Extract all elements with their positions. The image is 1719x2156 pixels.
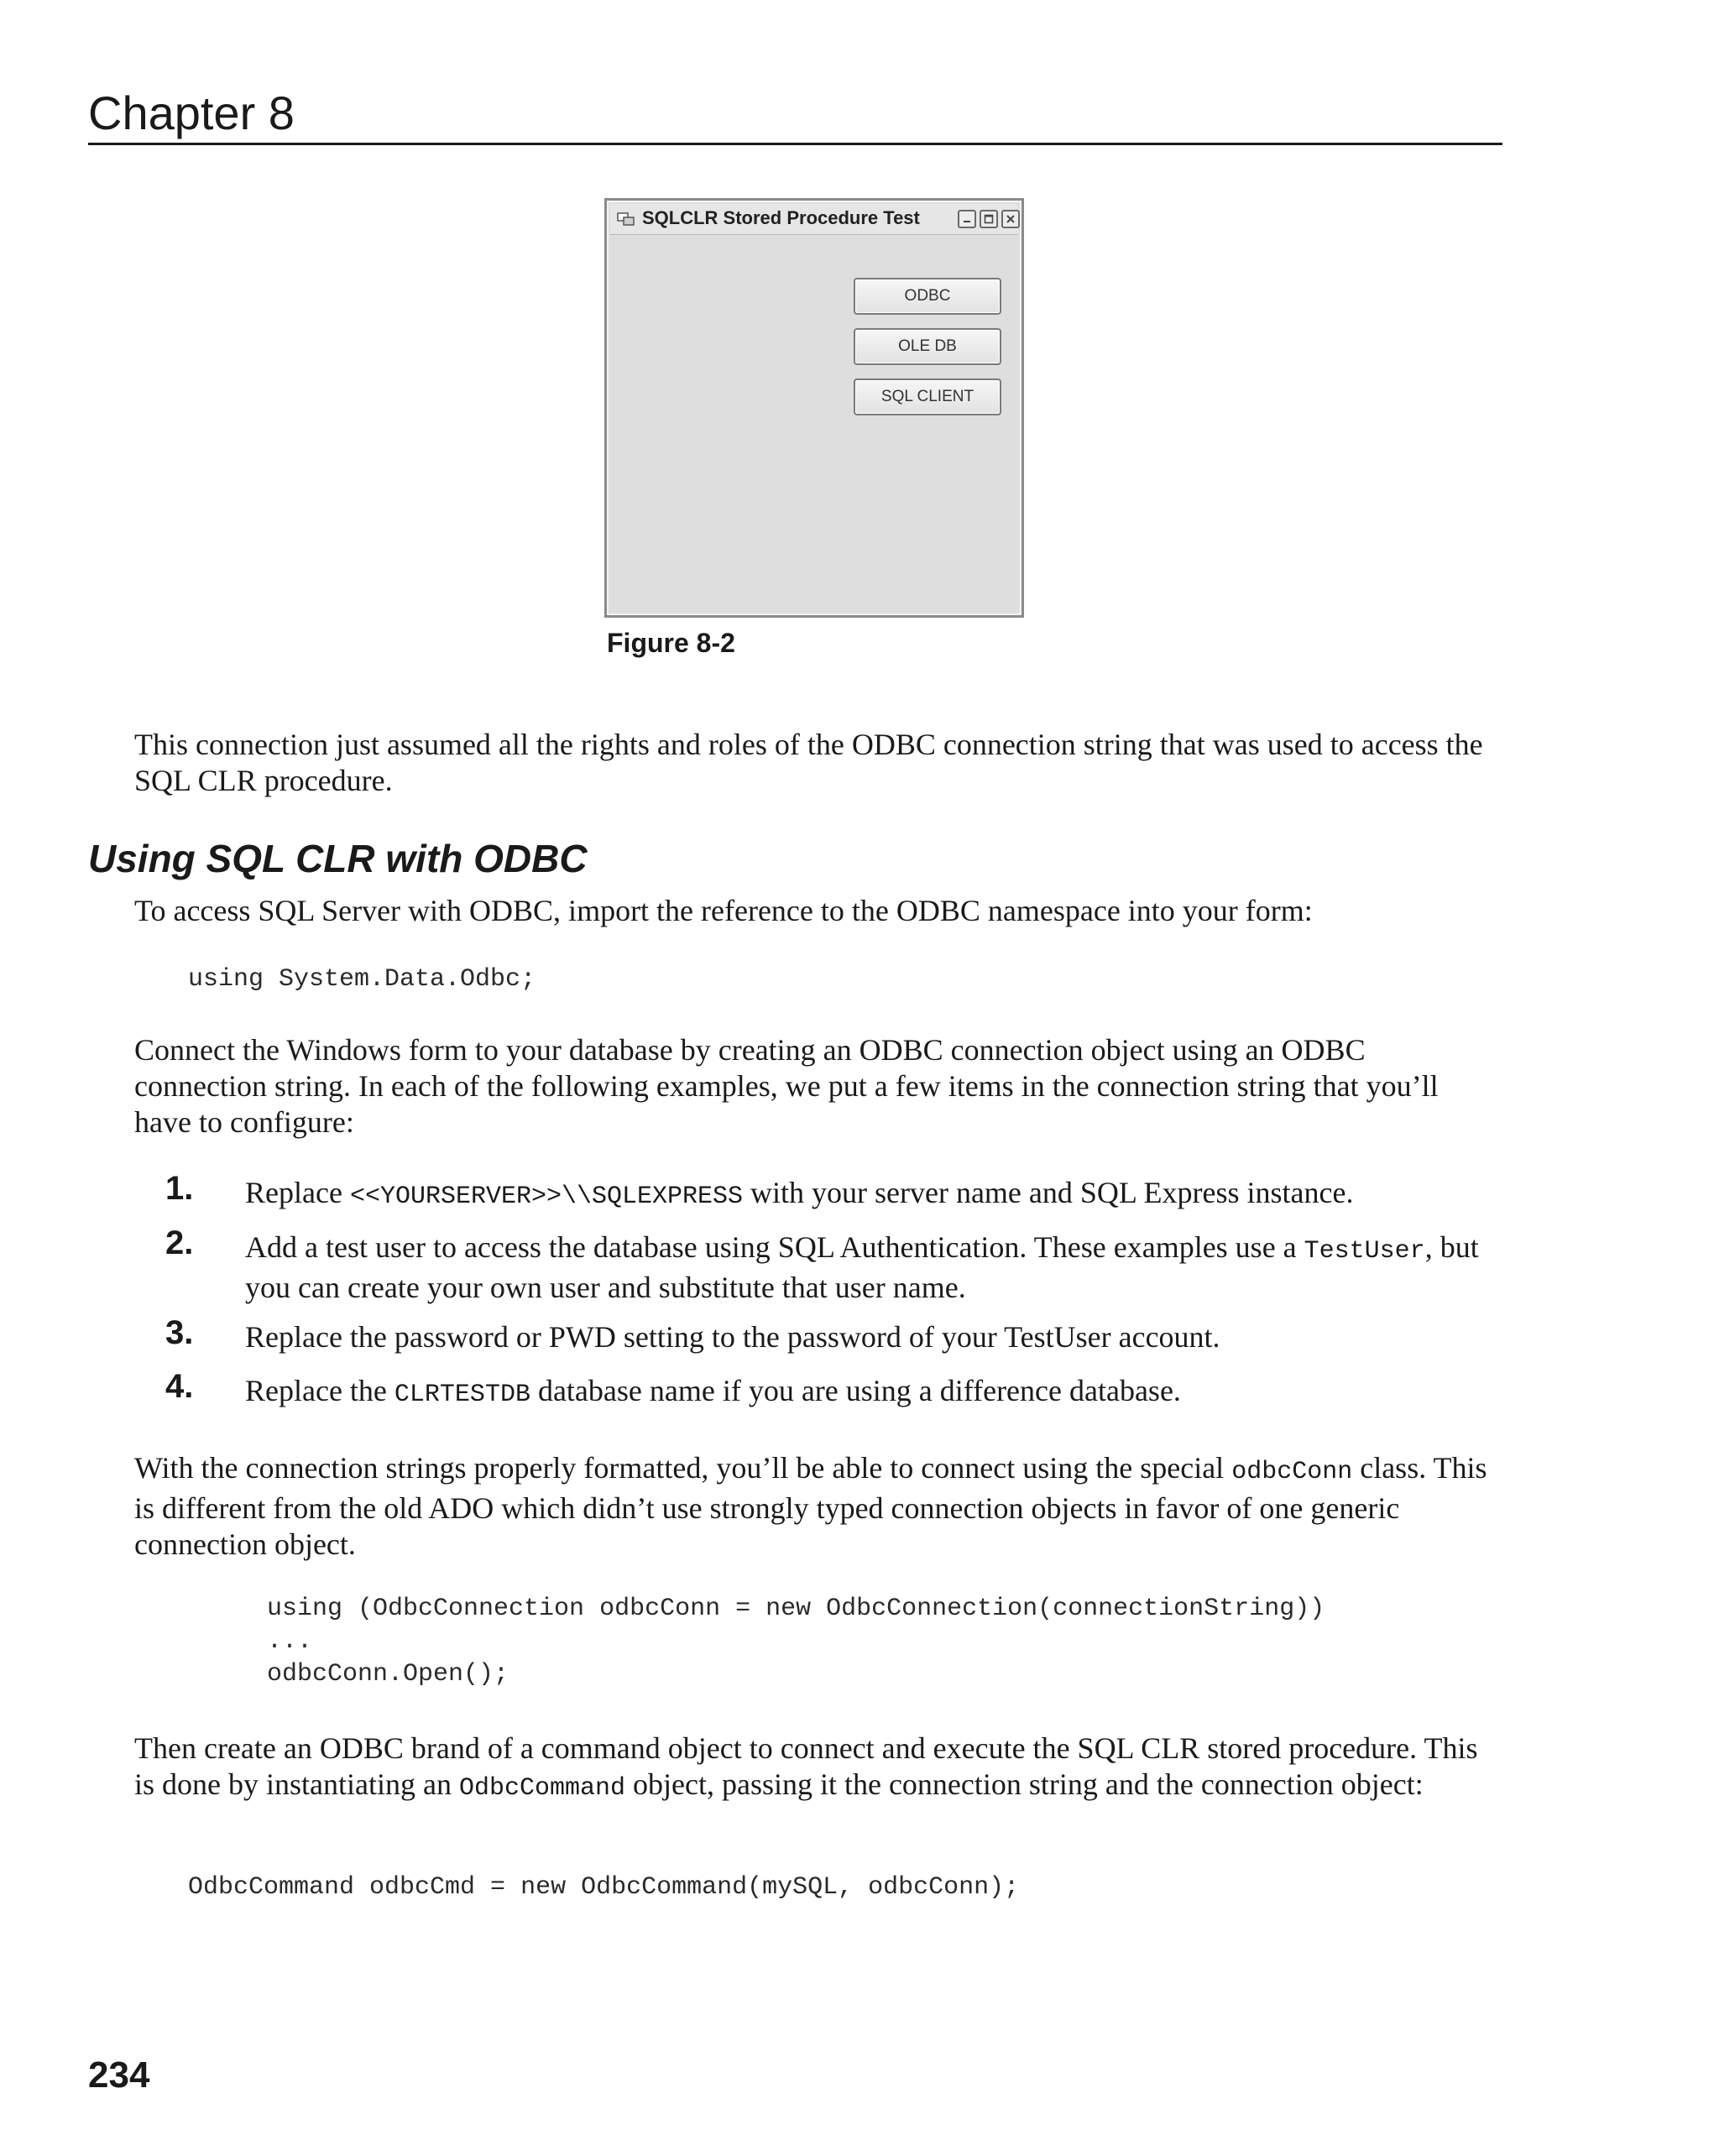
paragraph-connect-form: Connect the Windows form to your database by creating an ODBC connection object using an ODBC connection string. In each of the following examples, we put a few items in the connection string that you’ll have to configure: <box>134 1033 1439 1139</box>
list-text: Add a test user to access the database using SQL Authentication. These examples use a <box>245 1230 1304 1264</box>
maximize-button[interactable] <box>980 210 998 228</box>
page-number: 234 <box>88 2054 150 2096</box>
list-inline-code: CLRTESTDB <box>394 1381 530 1409</box>
paragraph-connection-strings <box>134 1450 1502 1563</box>
code-open-connection: using (OdbcConnection odbcConn = new OdbcConnection(connectionString)) ... odbcConn.Open(); <box>267 1595 1325 1689</box>
paragraph-import-reference: To access SQL Server with ODBC, import the reference to the ODBC namespace into your form: <box>134 894 1313 927</box>
inline-code: odbcConn <box>1231 1458 1353 1486</box>
inline-code: OdbcCommand <box>458 1774 625 1803</box>
paragraph-text: Then create an ODBC brand of a command object to connect and execute the SQL CLR stored procedure. This is done by instantiating an <box>134 1731 1478 1801</box>
sql-client-button[interactable]: SQL CLIENT <box>854 378 1001 415</box>
list-number: 3. <box>165 1314 194 1351</box>
section-heading: Using SQL CLR with ODBC <box>88 837 588 880</box>
paragraph-connection-rights: This connection just assumed all the rights and roles of the ODBC connection string that was used to access the SQL CLR procedure. <box>134 728 1483 797</box>
minimize-icon <box>960 212 974 226</box>
minimize-button[interactable] <box>958 210 976 228</box>
application-icon <box>617 212 635 226</box>
code-using-odbc: using System.Data.Odbc; <box>188 965 536 994</box>
close-button[interactable] <box>1001 210 1020 228</box>
figure-caption: Figure 8-2 <box>607 628 735 658</box>
paragraph-text: class. This is different from the old ADO which didn’t use strongly typed connection objects in favor of one generic connection object. <box>134 1451 1487 1561</box>
header-rule <box>88 143 1502 145</box>
list-number: 1. <box>165 1170 194 1207</box>
list-text: Replace <box>245 1176 350 1209</box>
paragraph-text: With the connection strings properly formatted, you’ll be able to connect using the special <box>134 1451 1232 1485</box>
list-inline-code: TestUser <box>1304 1237 1425 1266</box>
chapter-header: Chapter 8 <box>88 86 295 139</box>
list-inline-code: <<YOURSERVER>>\\SQLEXPRESS <box>349 1182 744 1211</box>
list-text: with your server name and SQL Express instance. <box>743 1176 1354 1209</box>
list-number: 4. <box>165 1368 194 1405</box>
figure-window <box>604 198 1024 618</box>
list-text: Replace the <box>245 1374 394 1407</box>
paragraph-text: object, passing it the connection string and the connection object: <box>625 1767 1424 1801</box>
list-text: , but you can create your own user and substitute that user name. <box>245 1230 1479 1304</box>
odbc-button[interactable]: ODBC <box>854 278 1001 315</box>
ole-db-button[interactable]: OLE DB <box>854 328 1001 365</box>
maximize-icon <box>982 212 995 226</box>
paragraph-command-object <box>134 1731 1502 1807</box>
list-text: Replace the password or PWD setting to the password of your TestUser account. <box>245 1320 1220 1354</box>
window-titlebar <box>610 204 1018 235</box>
window-title: SQLCLR Stored Procedure Test <box>642 207 920 228</box>
list-text: database name if you are using a difference database. <box>530 1374 1181 1407</box>
close-icon <box>1004 212 1017 226</box>
code-odbc-command: OdbcCommand odbcCmd = new OdbcCommand(mySQL, odbcConn); <box>188 1873 1020 1902</box>
list-number: 2. <box>165 1224 194 1261</box>
